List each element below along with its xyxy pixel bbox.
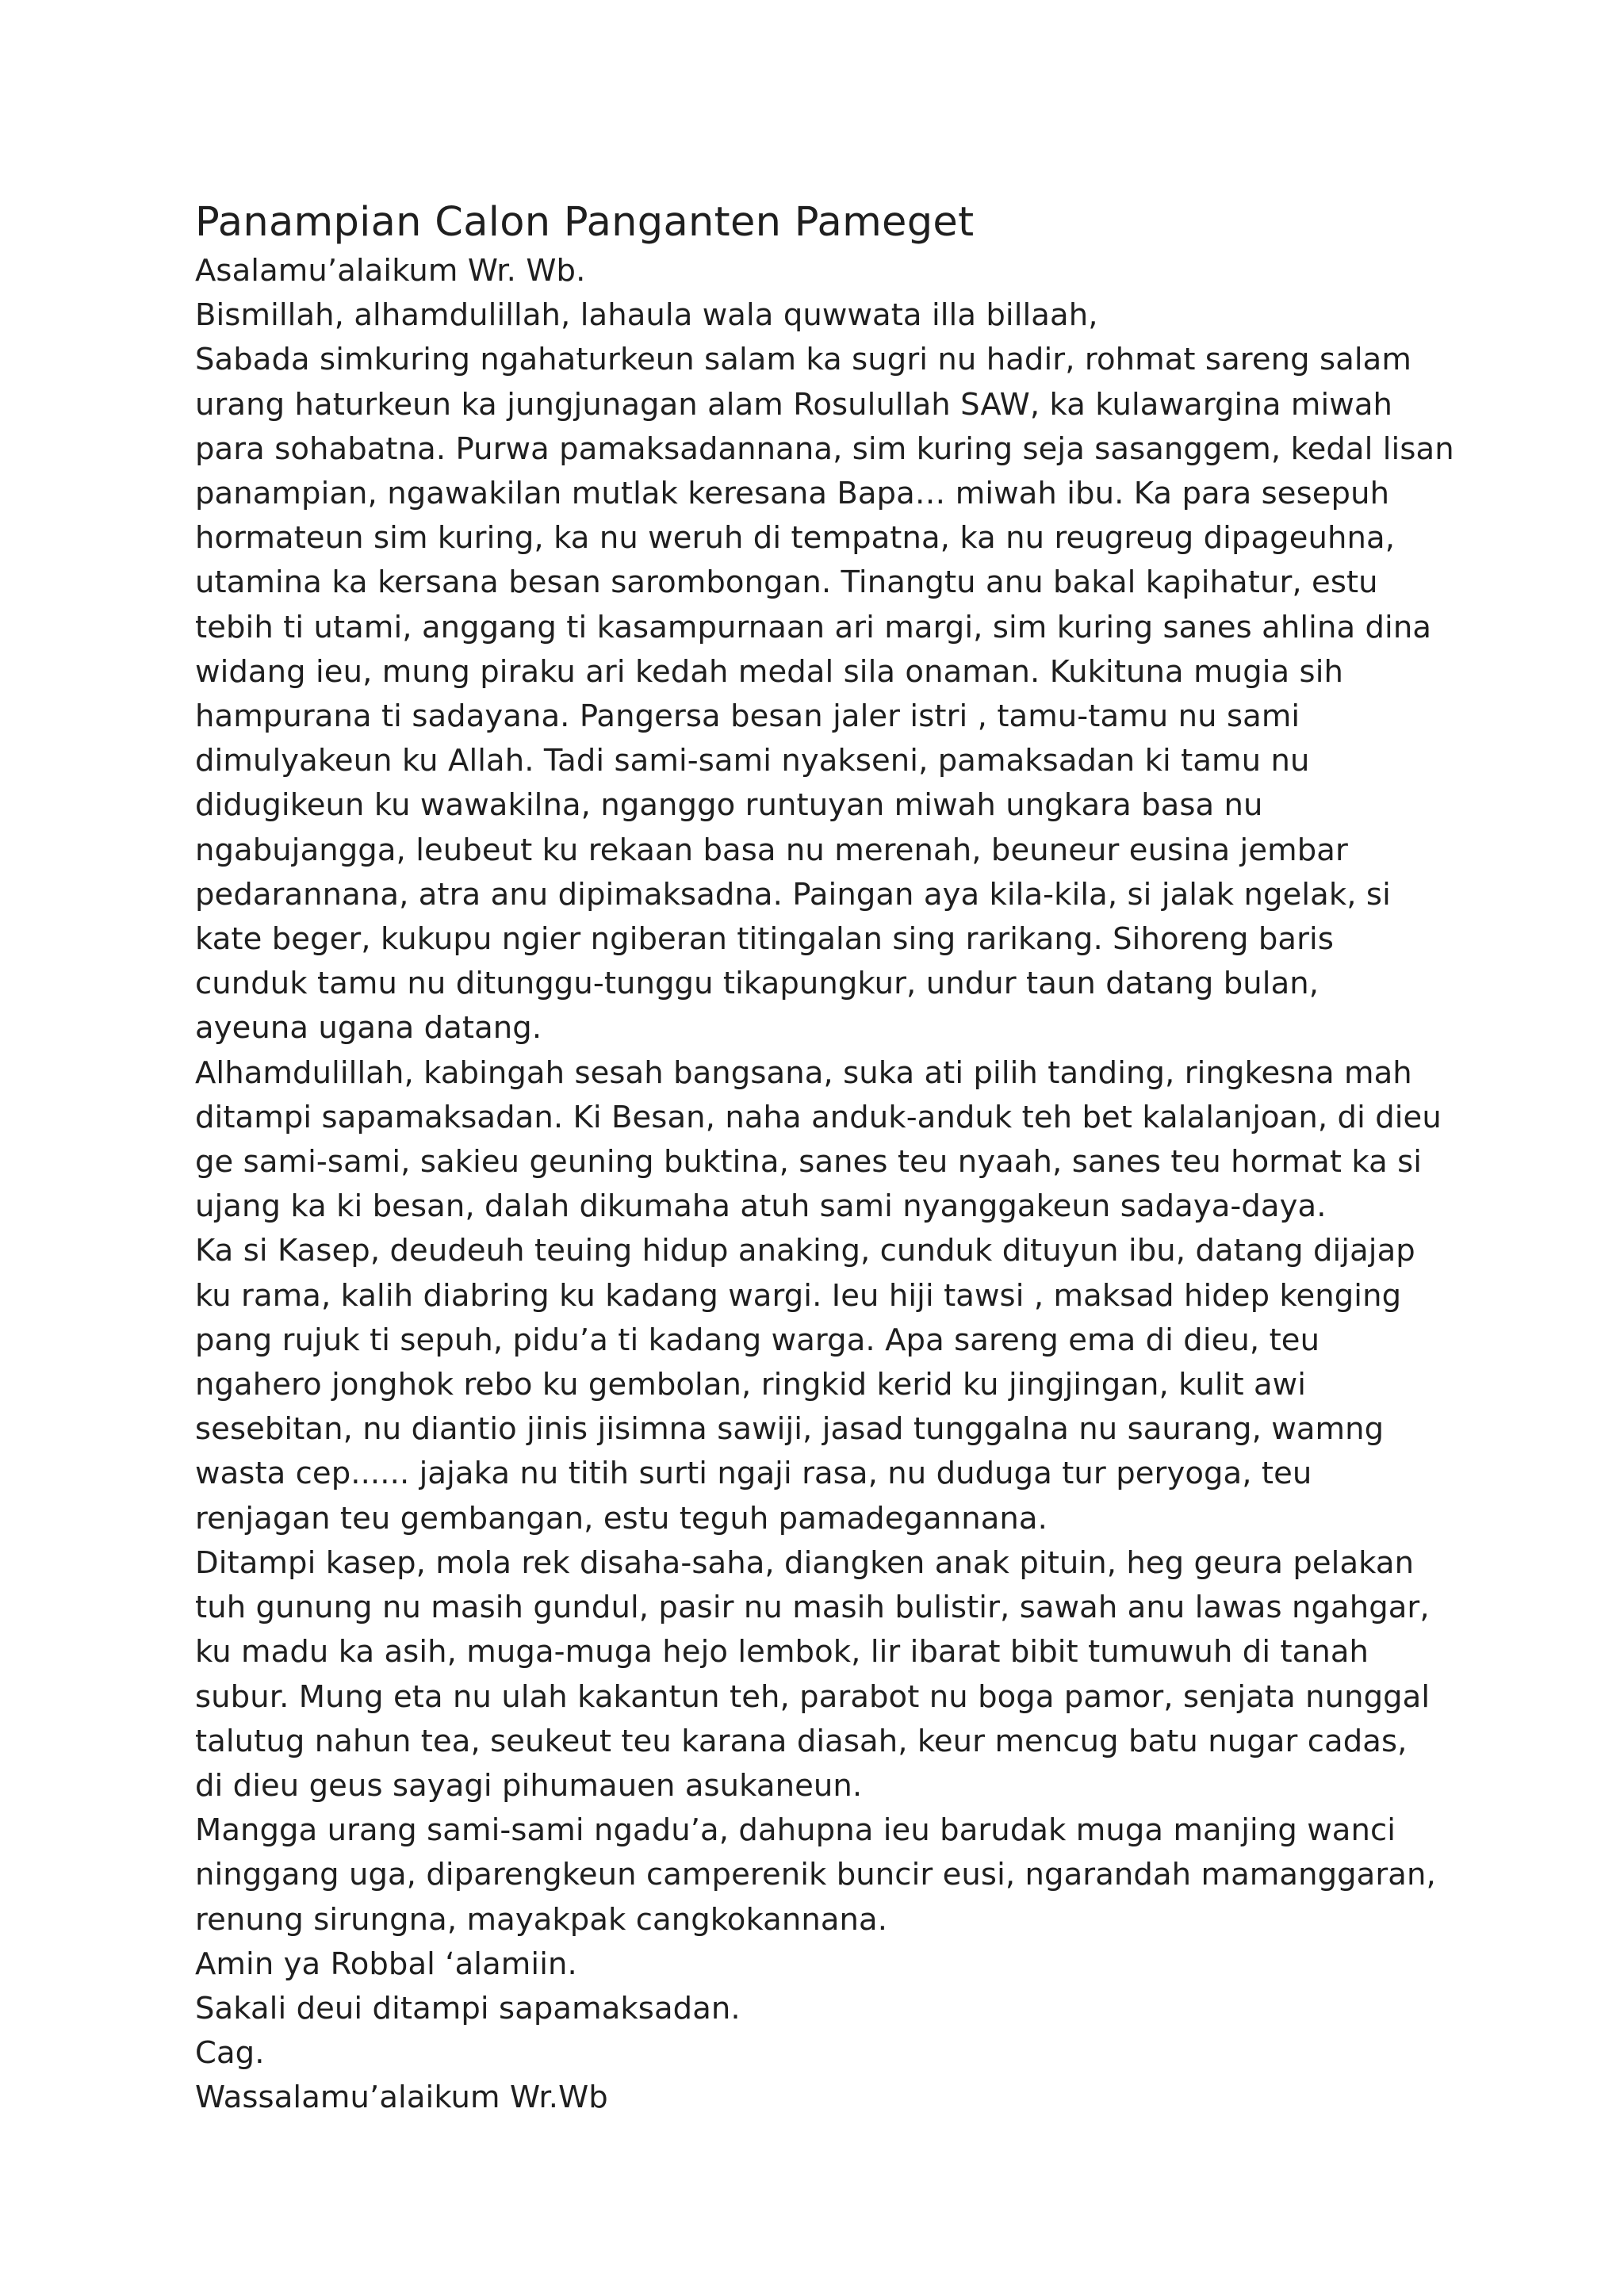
text-line: dimulyakeun ku Allah. Tadi sami-sami nyakseni, pamaksadan ki tamu nu: [195, 743, 1310, 779]
text-line: renjagan teu gembangan, estu teguh pamadegannana.: [195, 1500, 1048, 1536]
text-line: pedarannana, atra anu dipimaksadna. Paingan aya kila-kila, si jalak ngelak, si: [195, 876, 1391, 913]
text-line: Cag.: [195, 2035, 265, 2072]
text-line: Mangga urang sami-sami ngadu’a, dahupna ieu barudak muga manjing wanci: [195, 1812, 1396, 1849]
text-line: ayeuna ugana datang.: [195, 1010, 542, 1047]
text-line: ku madu ka asih, muga-muga hejo lembok, lir ibarat bibit tumuwuh di tanah: [195, 1634, 1369, 1670]
text-line: ngabujangga, leubeut ku rekaan basa nu merenah, beuneur eusina jembar: [195, 832, 1348, 868]
text-line: Bismillah, alhamdulillah, lahaula wala quwwata illa billaah,: [195, 297, 1098, 334]
text-line: ujang ka ki besan, dalah dikumaha atuh sami nyanggakeun sadaya-daya.: [195, 1188, 1327, 1225]
text-line: hampurana ti sadayana. Pangersa besan jaler istri , tamu-tamu nu sami: [195, 698, 1300, 735]
text-line: ditampi sapamaksadan. Ki Besan, naha anduk-anduk teh bet kalalanjoan, di dieu: [195, 1099, 1442, 1135]
text-line: didugikeun ku wawakilna, nganggo runtuyan miwah ungkara basa nu: [195, 787, 1263, 824]
text-line: tebih ti utami, anggang ti kasampurnaan ari margi, sim kuring sanes ahlina dina: [195, 609, 1432, 645]
text-line: ngahero jonghok rebo ku gembolan, ringkid kerid ku jingjingan, kulit awi: [195, 1367, 1307, 1403]
text-line: widang ieu, mung piraku ari kedah medal sila onaman. Kukituna mugia sih: [195, 653, 1344, 690]
text-line: ninggang uga, diparengkeun camperenik buncir eusi, ngarandah mamanggaran,: [195, 1857, 1436, 1893]
text-line: Wassalamu’alaikum Wr.Wb: [195, 2080, 608, 2116]
text-line: urang haturkeun ka jungjunagan alam Rosulullah SAW, ka kulawargina miwah: [195, 386, 1393, 423]
text-line: Amin ya Robbal ‘alamiin.: [195, 1946, 577, 1982]
text-line: wasta cep...... jajaka nu titih surti ngaji rasa, nu duduga tur peryoga, teu: [195, 1456, 1312, 1492]
text-line: di dieu geus sayagi pihumauen asukaneun.: [195, 1767, 863, 1804]
text-line: para sohabatna. Purwa pamaksadannana, sim kuring seja sasanggem, kedal lisan: [195, 430, 1454, 467]
text-line: cunduk tamu nu ditunggu-tunggu tikapungkur, undur taun datang bulan,: [195, 966, 1320, 1002]
text-line: talutug nahun tea, seukeut teu karana diasah, keur mencug batu nugar cadas,: [195, 1723, 1408, 1759]
text-line: renung sirungna, mayakpak cangkokannana.: [195, 1901, 888, 1938]
text-line: Alhamdulillah, kabingah sesah bangsana, suka ati pilih tanding, ringkesna mah: [195, 1054, 1412, 1091]
text-line: tuh gunung nu masih gundul, pasir nu masih bulistir, sawah anu lawas ngahgar,: [195, 1590, 1430, 1626]
document-body: [195, 197, 1496, 2121]
text-line: kate beger, kukupu ngier ngiberan titingalan sing rarikang. Sihoreng baris: [195, 921, 1334, 958]
document-text: [195, 249, 1496, 2121]
text-line: ge sami-sami, sakieu geuning buktina, sanes teu nyaah, sanes teu hormat ka si: [195, 1144, 1423, 1181]
text-line: sesebitan, nu diantio jinis jisimna sawiji, jasad tunggalna nu saurang, wamng: [195, 1411, 1385, 1448]
text-line: Sabada simkuring ngahaturkeun salam ka sugri nu hadir, rohmat sareng salam: [195, 342, 1411, 378]
text-line: hormateun sim kuring, ka nu weruh di tempatna, ka nu reugreug dipageuhna,: [195, 520, 1396, 557]
text-line: Ka si Kasep, deudeuh teuing hidup anaking, cunduk dituyun ibu, datang dijajap: [195, 1233, 1415, 1269]
text-line: subur. Mung eta nu ulah kakantun teh, parabot nu boga pamor, senjata nunggal: [195, 1678, 1431, 1715]
text-line: utamina ka kersana besan sarombongan. Tinangtu anu bakal kapihatur, estu: [195, 564, 1378, 601]
text-line: ku rama, kalih diabring ku kadang wargi. Ieu hiji tawsi , maksad hidep kenging: [195, 1277, 1402, 1314]
text-line: Sakali deui ditampi sapamaksadan.: [195, 1990, 741, 2026]
text-line: pang rujuk ti sepuh, pidu’a ti kadang warga. Apa sareng ema di dieu, teu: [195, 1322, 1320, 1358]
page-title: Panampian Calon Panganten Pameget: [195, 199, 975, 246]
text-line: Asalamu’alaikum Wr. Wb.: [195, 253, 586, 289]
text-line: panampian, ngawakilan mutlak keresana Bapa… miwah ibu. Ka para sesepuh: [195, 476, 1390, 512]
text-line: Ditampi kasep, mola rek disaha-saha, diangken anak pituin, heg geura pelakan: [195, 1544, 1415, 1581]
